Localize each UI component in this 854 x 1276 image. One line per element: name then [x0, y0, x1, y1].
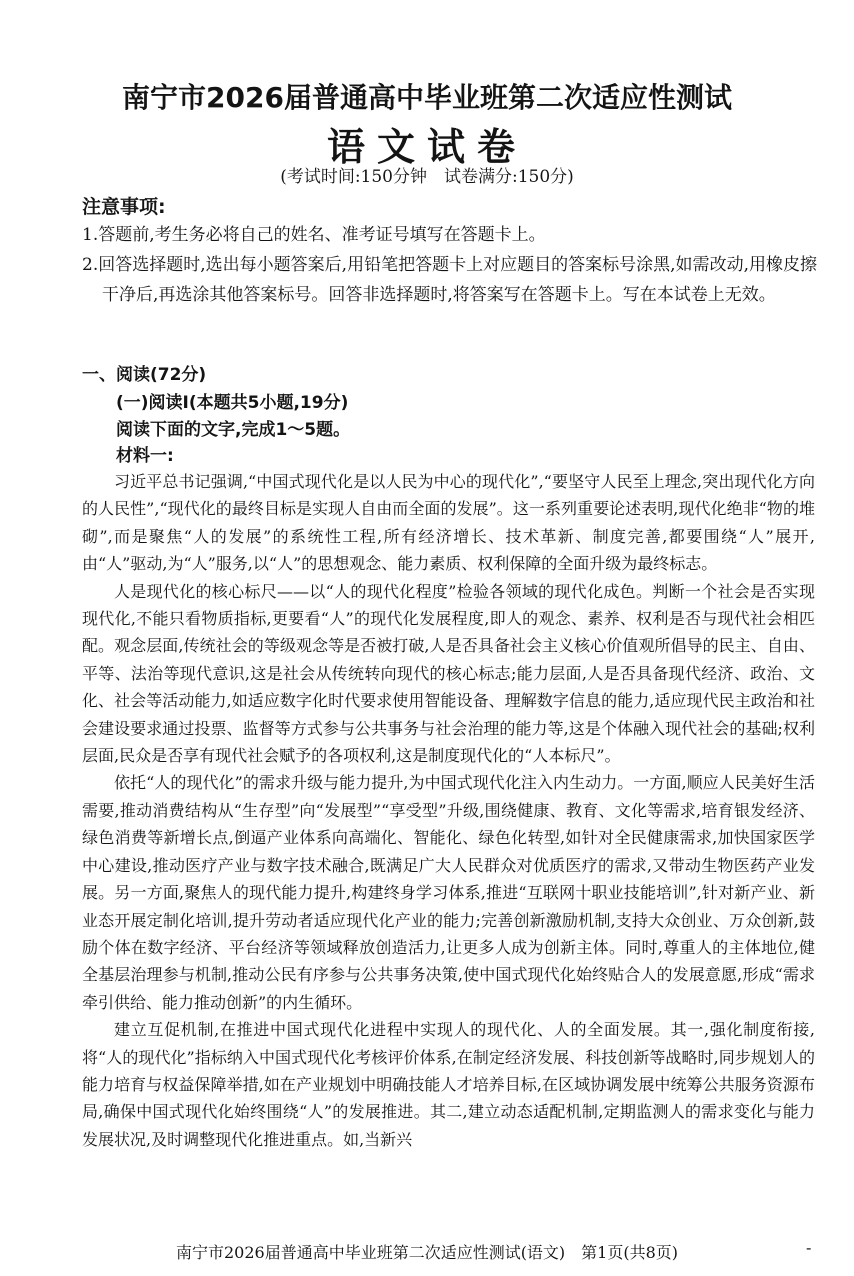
paragraph-4: 建立互促机制,在推进中国式现代化进程中实现人的现代化、人的全面发展。其一,强化制度衔接,将“人的现代化”指标纳入中国式现代化考核评价体系,在制定经济发展、科技创新等战略时,同步规划人的能力培育与权益保障举措,如在产业规划中明确技能人才培养目标,在区域协调发展中统筹公共服务资源布局,确保中国式现代化始终围绕“人”的发展推进。其二,建立动态适配机制,定期监测人的需求变化与能力发展状况,及时调整现代化推进重点。如,当新兴	[82, 1020, 815, 1149]
exam-main-title: 南宁市2026届普通高中毕业班第二次适应性测试	[122, 81, 732, 114]
subject-title: 语文试卷	[326, 125, 527, 169]
footer-mark: -	[806, 1238, 812, 1257]
exam-time-score-info: (考试时间:150分钟 试卷满分:150分)	[280, 167, 574, 187]
part-heading: (一)阅读Ⅰ(本题共5小题,19分)	[116, 393, 349, 413]
note-item-1: 1.答题前,考生务必将自己的姓名、准考证号填写在答题卡上。	[82, 225, 546, 245]
section-heading: 一、阅读(72分)	[82, 365, 207, 385]
material-body	[82, 468, 815, 1153]
paragraph-2: 人是现代化的核心标尺——以“人的现代化程度”检验各领域的现代化成色。判断一个社会是否实现现代化,不能只看物质指标,更要看“人”的现代化发展程度,即人的观念、素养、权利是否与现代社会相匹配。观念层面,传统社会的等级观念等是否被打破,人是否具备社会主义核心价值观所倡导的民主、自由、平等、法治等现代意识,这是社会从传统转向现代的核心标志;能力层面,人是否具备现代经济、政治、文化、社会等活动能力,如适应数字化时代要求使用智能设备、理解数字信息的能力,适应现代民主政治和社会建设要求通过投票、监督等方式参与公共事务与社会治理的能力等,这是个体融入现代社会的基础;权利层面,民众是否享有现代社会赋予的各项权利,这是制度现代化的“人本标尺”。	[82, 581, 815, 766]
note-item-2: 2.回答选择题时,选出每小题答案后,用铅笔把答题卡上对应题目的答案标号涂黑,如需改动,用橡皮擦干净后,再选涂其他答案标号。回答非选择题时,将答案写在答题卡上。写在本试卷上无效。	[82, 255, 817, 305]
paragraph-1: 习近平总书记强调,“中国式现代化是以人民为中心的现代化”,“要坚守人民至上理念,突出现代化方向的人民性”,“现代化的最终目标是实现人自由而全面的发展”。这一系列重要论述表明,现代化绝非“物的堆砌”,而是聚焦“人的发展”的系统性工程,所有经济增长、技术革新、制度完善,都要围绕“人”展开,由“人”驱动,为“人”服务,以“人”的思想观念、能力素质、权利保障的全面升级为最终标志。	[82, 472, 815, 574]
page-footer: 南宁市2026届普通高中毕业班第二次适应性测试(语文) 第1页(共8页)	[175, 1243, 679, 1262]
notes-list	[82, 220, 817, 310]
material-label: 材料一:	[116, 446, 174, 466]
paragraph-3: 依托“人的现代化”的需求升级与能力提升,为中国式现代化注入内生动力。一方面,顺应人民美好生活需要,推动消费结构从“生存型”向“发展型”“享受型”升级,围绕健康、教育、文化等需求,培育银发经济、绿色消费等新增长点,倒逼产业体系向高端化、智能化、绿色化转型,如针对全民健康需求,加快国家医学中心建设,推动医疗产业与数字技术融合,既满足广大人民群众对优质医疗的需求,又带动生物医药产业发展。另一方面,聚焦人的现代能力提升,构建终身学习体系,推进“互联网十职业技能培训”,针对新产业、新业态开展定制化培训,提升劳动者适应现代化产业的能力;完善创新激励机制,支持大众创业、万众创新,鼓励个体在数字经济、平台经济等领域释放创造活力,让更多人成为创新主体。同时,尊重人的主体地位,健全基层治理参与机制,推动公民有序参与公共事务决策,使中国式现代化始终贴合人的发展意愿,形成“需求牵引供给、能力推动创新”的内生循环。	[82, 773, 815, 1012]
notes-heading: 注意事项:	[82, 196, 166, 218]
reading-instruction: 阅读下面的文字,完成1～5题。	[116, 420, 351, 440]
